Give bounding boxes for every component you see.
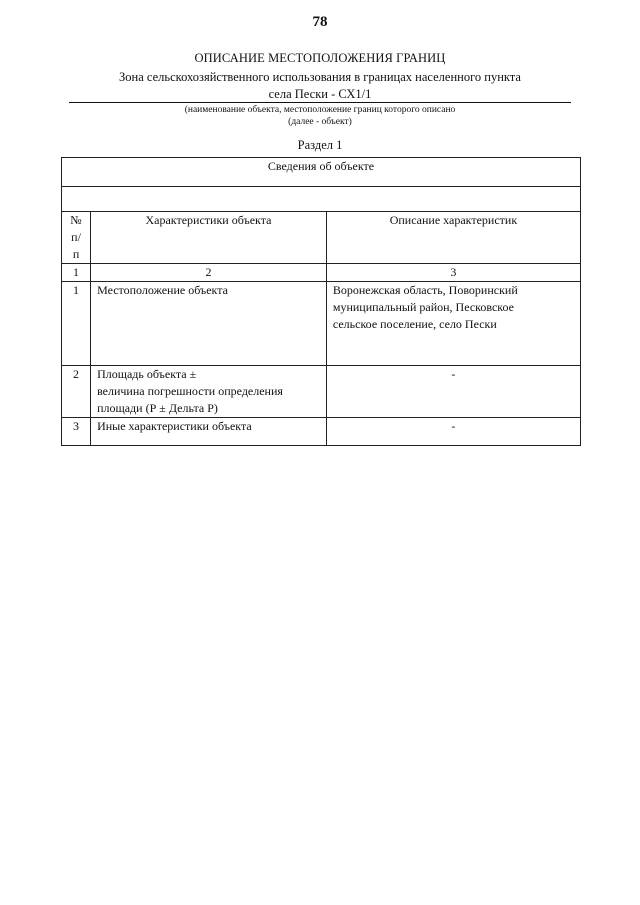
table-header-row xyxy=(62,212,581,264)
header-num-line-2: п/п xyxy=(71,230,81,261)
object-info-table xyxy=(61,157,581,446)
underline-rule xyxy=(69,102,571,103)
table-blank-row xyxy=(62,187,581,212)
table-row xyxy=(62,418,581,446)
row-number: 1 xyxy=(62,282,91,366)
characteristic-line: величина погрешности определения xyxy=(97,384,283,398)
caption-line-2: (далее - объект) xyxy=(288,117,352,127)
column-number-3: 3 xyxy=(326,264,580,282)
description-line: муниципальный район, Песковское xyxy=(332,300,514,314)
description-line: сельское поселение, село Пески xyxy=(332,317,497,331)
header-num xyxy=(62,212,91,264)
page-number: 78 xyxy=(312,14,328,30)
row-description: - xyxy=(326,366,580,418)
object-name-line-1: Зона сельскохозяйственного использования в границах населенного пункта xyxy=(119,70,521,84)
characteristic-line: Площадь объекта ± xyxy=(97,367,197,381)
row-characteristic: Местоположение объекта xyxy=(91,282,327,366)
header-num-line-1: № xyxy=(70,213,82,227)
row-description: - xyxy=(326,418,580,446)
column-number-1: 1 xyxy=(62,264,91,282)
row-number: 3 xyxy=(62,418,91,446)
object-name xyxy=(0,69,640,103)
column-number-row xyxy=(62,264,581,282)
header-characteristics: Характеристики объекта xyxy=(91,212,327,264)
description-line: Воронежская область, Поворинский xyxy=(332,283,518,297)
column-number-2: 2 xyxy=(91,264,327,282)
table-row xyxy=(62,366,581,418)
document-title: ОПИСАНИЕ МЕСТОПОЛОЖЕНИЯ ГРАНИЦ xyxy=(194,51,446,65)
table-title-row xyxy=(62,158,581,187)
row-number: 2 xyxy=(62,366,91,418)
table-row xyxy=(62,282,581,366)
object-name-line-2: села Пески - СХ1/1 xyxy=(268,87,372,101)
table-blank-cell xyxy=(62,187,581,212)
header-description: Описание характеристик xyxy=(326,212,580,264)
row-characteristic xyxy=(91,366,327,418)
table-title: Сведения об объекте xyxy=(62,158,581,187)
section-heading: Раздел 1 xyxy=(297,138,343,152)
object-caption xyxy=(0,104,640,128)
characteristic-line: площади (Р ± Дельта Р) xyxy=(97,401,218,415)
row-description xyxy=(326,282,580,366)
row-characteristic: Иные характеристики объекта xyxy=(91,418,327,446)
caption-line-1: (наименование объекта, местоположение границ которого описано xyxy=(184,105,456,115)
